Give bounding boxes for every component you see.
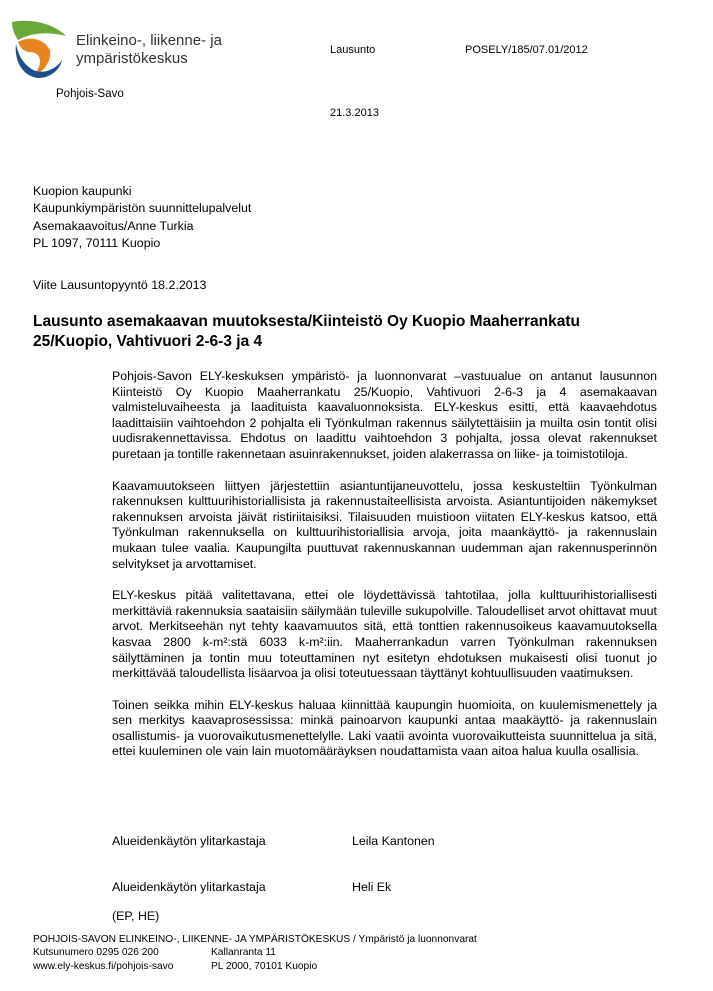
- org-name-line1: Elinkeino-, liikenne- ja: [76, 32, 222, 49]
- document-title: Lausunto asemakaavan muutoksesta/Kiinteistö Oy Kuopio Maaherrankatu 25/Kuopio, Vahtivuori 2-6-3 ja 4: [33, 313, 580, 350]
- signature-role: Alueidenkäytön ylitarkastaja: [112, 834, 266, 848]
- body-paragraph: Pohjois-Savon ELY-keskuksen ympäristö- ja luonnonvarat –vastuualue on antanut lausunnon Kiinteistö Oy Kuopio Maaherrankatu 25/Kuopio, Vahtivuori 2-6-3 ja 4 asemakaavan valmisteluvaiheesta ja laadituista kaavaluonnoksista. ELY-keskus esitti, että kaavaehdotus laadittaisiin vaihtoehdon 2 pohjalta eli Työnkulman rakennus säilytettäisiin ja muilta osin tontit olisi uudisrakennettavissa. Ehdotus on laadittu vaihtoehdon 3 pohjalta, jossa olevat rakennukset puretaan ja tontille rakennetaan asuinrakennukset, joiden alakerrassa on liike- ja toimistotiloja.: [112, 369, 657, 461]
- footer-org-line: POHJOIS-SAVON ELINKEINO-, LIIKENNE- JA YMPÄRISTÖKESKUS / Ympäristö ja luonnonvarat: [33, 934, 477, 945]
- footer-row: [33, 946, 477, 959]
- body-paragraph: Kaavamuutokseen liittyen järjestettiin asiantuntijaneuvottelu, jossa keskusteltiin Työnkulman rakennuksen kulttuurihistoriallisista ja rakennustaiteellisista arvoista. Asiantuntijoiden näkemykset rakennuksen arvoista jäivät ristiriitaisiksi. Tilaisuuden muistioon viitaten ELY-keskus katsoo, että Työnkulman rakennuksella on kulttuurihistoriallisia arvoja, joita maankäyttö- ja rakennuslain mukaan tulee vaalia. Kaupungilta puuttuvat rakennuskannan uudemman ajan rakennusperinnön selvitykset ja arvottamiset.: [112, 478, 657, 571]
- footer-street: Kallanranta 11: [211, 947, 276, 959]
- signature-name: Leila Kantonen: [352, 834, 435, 848]
- document-date: 21.3.2013: [330, 107, 379, 119]
- organization-name: [76, 32, 222, 68]
- footer-phone: Kutsunumero 0295 026 200: [33, 947, 159, 959]
- body-text: [112, 369, 657, 776]
- footer: [33, 933, 477, 973]
- ely-logo: [10, 18, 68, 80]
- body-paragraph: ELY-keskus pitää valitettavana, ettei ole löydettävissä tahtotilaa, jolla kulttuurihistoriallisesti merkittäviä rakennuksia saataisiin säilymään tuleville sukupolville. Taloudelliset arvot ohittavat muut arvot. Merkitseehän nyt tehty kaavamuutos sitä, että tonttien rakennusoikeus kaavamuutoksella kasvaa 2800 k-m²:stä 6033 k-m²:iin. Maaherrankadun varren Työnkulman rakennuksen säilyttäminen ja tontin muu toteuttaminen nyt esitetyn ehdotuksen mukaisesti olisi tuonut jo merkittävää taloudellista lisäarvoa ja olisi toteutuessaan täyttänyt kohtuullisuuden vaatimuksen.: [112, 588, 657, 681]
- document-type: Lausunto: [330, 44, 376, 56]
- recipient-line: PL 1097, 70111 Kuopio: [33, 236, 161, 251]
- footer-website[interactable]: www.ely-keskus.fi/pohjois-savo: [33, 960, 174, 972]
- logo-green-leaf: [12, 21, 66, 40]
- footer-row: [33, 960, 477, 973]
- recipient-line: Asemakaavoitus/Anne Turkia: [33, 218, 194, 233]
- reference-line: Viite Lausuntopyyntö 18.2.2013: [33, 278, 207, 292]
- region-label: Pohjois-Savo: [56, 88, 124, 100]
- signature-name: Heli Ek: [352, 880, 392, 894]
- reference-number: POSELY/185/07.01/2012: [465, 44, 588, 56]
- org-name-line2: ympäristökeskus: [76, 50, 188, 67]
- recipient-line: Kuopion kaupunki: [33, 184, 132, 198]
- logo-orange-shape: [18, 39, 50, 76]
- body-paragraph: Toinen seikka mihin ELY-keskus haluaa kiinnittää kaupungin huomioita, on kuulemismenettely ja sen merkitys kaavaprosessissa: minkä painoarvon kaupunki antaa maakäyttö- ja rakennuslain osallistumis- ja vuorovaikutusmenettelylle. Laki vaatii avointa vuorovaikutteista suunnittelua ja sitä, ettei kuuleminen ole vain lain muotomääräyksen noudattamista vaan aitoa halua kuulla osallisia.: [112, 697, 657, 759]
- recipient-address: [33, 183, 251, 253]
- recipient-line: Kaupunkiympäristön suunnittelupalvelut: [33, 201, 252, 216]
- signature-role: Alueidenkäytön ylitarkastaja: [112, 880, 266, 894]
- footer-postal: PL 2000, 70101 Kuopio: [211, 960, 318, 972]
- author-initials: (EP, HE): [112, 909, 160, 923]
